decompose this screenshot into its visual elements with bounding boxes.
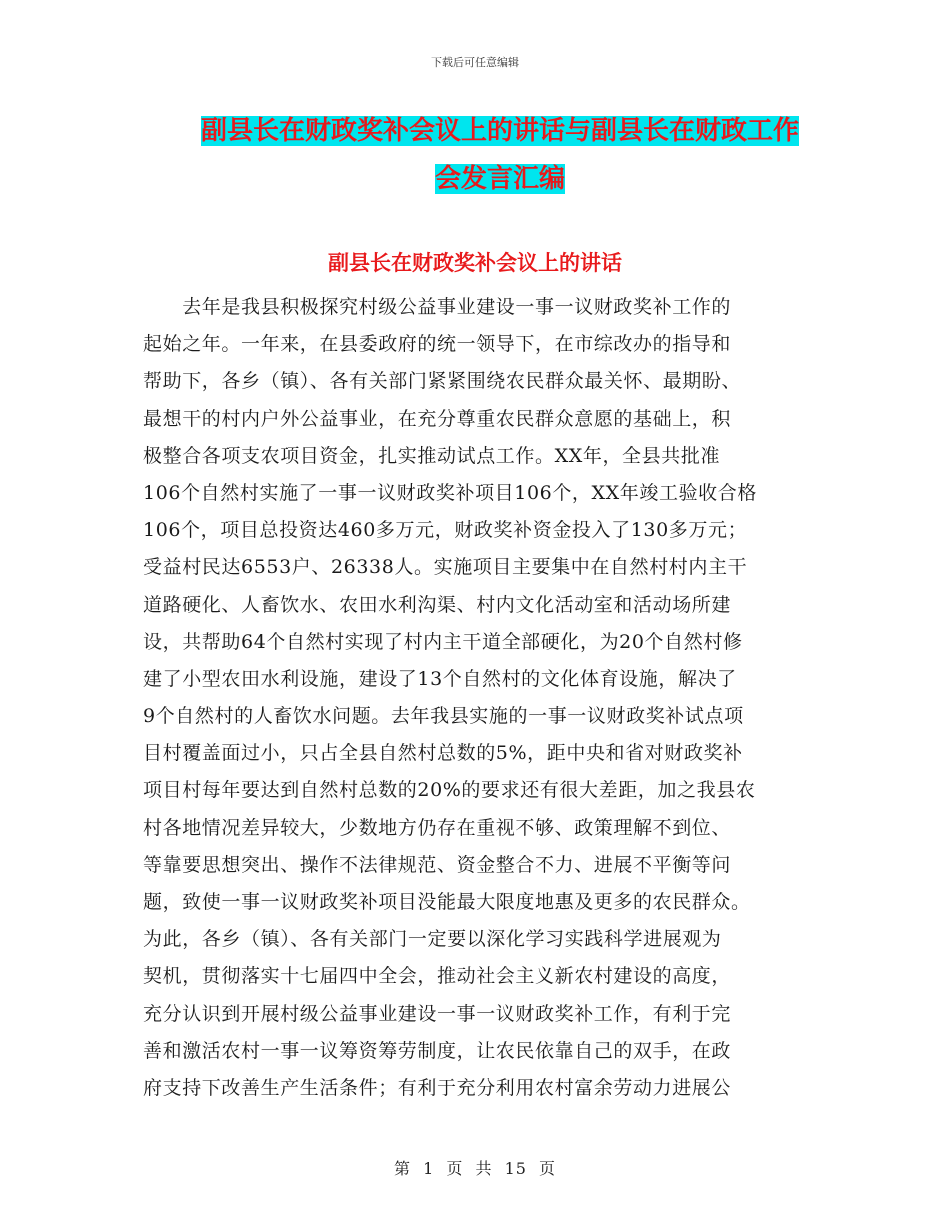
header-note: 下载后可任意编辑	[431, 56, 519, 69]
footer-total-label: 共	[475, 1159, 493, 1178]
body-line: 题，致使一事一议财政奖补项目没能最大限度地惠及更多的农民群众。	[143, 891, 751, 913]
body-line: 道路硬化、人畜饮水、农田水利沟渠、村内文化活动室和活动场所建	[143, 593, 732, 616]
body-line: 帮助下，各乡（镇）、各有关部门紧紧围绕农民群众最关怀、最期盼、	[143, 370, 742, 393]
body-line: 106个自然村实施了一事一议财政奖补项目106个，XX年竣工验收合格	[143, 481, 757, 504]
body-line: 106个，项目总投资达460多万元，财政奖补资金投入了130多万元；	[143, 519, 748, 542]
footer-page-unit: 页	[446, 1159, 464, 1178]
body-line: 9个自然村的人畜饮水问题。去年我县实施的一事一议财政奖补试点项	[143, 705, 744, 728]
footer-page-label: 第	[393, 1159, 411, 1178]
body-line: 最想干的村内户外公益事业，在充分尊重农民群众意愿的基础上，积	[143, 407, 732, 430]
section-title: 副县长在财政奖补会议上的讲话	[328, 250, 622, 275]
body-line: 受益村民达6553户、26338人。实施项目主要集中在自然村村内主干	[143, 556, 748, 579]
body-line: 充分认识到开展村级公益事业建设一事一议财政奖补工作，有利于完	[143, 1002, 732, 1025]
body-line: 等靠要思想突出、操作不法律规范、资金整合不力、进展不平衡等问	[143, 853, 732, 876]
body-line: 去年是我县积极探究村级公益事业建设一事一议财政奖补工作的	[143, 296, 732, 318]
body-line: 项目村每年要达到自然村总数的20%的要求还有很大差距，加之我县农	[143, 779, 756, 802]
document-title	[150, 107, 850, 203]
document-title-line-2: 会发言汇编	[434, 164, 565, 194]
document-title-line-1: 副县长在财政奖补会议上的讲话与副县长在财政工作	[200, 116, 799, 146]
body-text	[143, 289, 803, 1107]
body-line: 建了小型农田水利设施，建设了13个自然村的文化体育设施，解决了	[143, 667, 737, 690]
body-line: 善和激活农村一事一议筹资筹劳制度，让农民依靠自己的双手，在政	[143, 1039, 732, 1062]
body-line: 设，共帮助64个自然村实现了村内主干道全部硬化，为20个自然村修	[143, 630, 743, 653]
footer-total-pages: 15	[504, 1159, 527, 1178]
page-footer	[0, 1156, 950, 1179]
body-line: 府支持下改善生产生活条件；有利于充分利用农村富余劳动力进展公	[143, 1076, 732, 1099]
footer-total-unit: 页	[539, 1159, 557, 1178]
body-line: 目村覆盖面过小，只占全县自然村总数的5%，距中央和省对财政奖补	[143, 742, 743, 765]
body-line: 极整合各项支农项目资金，扎实推动试点工作。XX年，全县共批准	[143, 444, 721, 467]
body-line: 起始之年。一年来，在县委政府的统一领导下，在市综改办的指导和	[143, 333, 732, 356]
body-line: 契机，贯彻落实十七届四中全会，推动社会主义新农村建设的高度，	[143, 965, 732, 988]
body-line: 为此，各乡（镇）、各有关部门一定要以深化学习实践科学进展观为	[143, 928, 722, 951]
body-line: 村各地情况差异较大，少数地方仍存在重视不够、政策理解不到位、	[143, 816, 732, 839]
footer-page-number: 1	[423, 1159, 435, 1178]
